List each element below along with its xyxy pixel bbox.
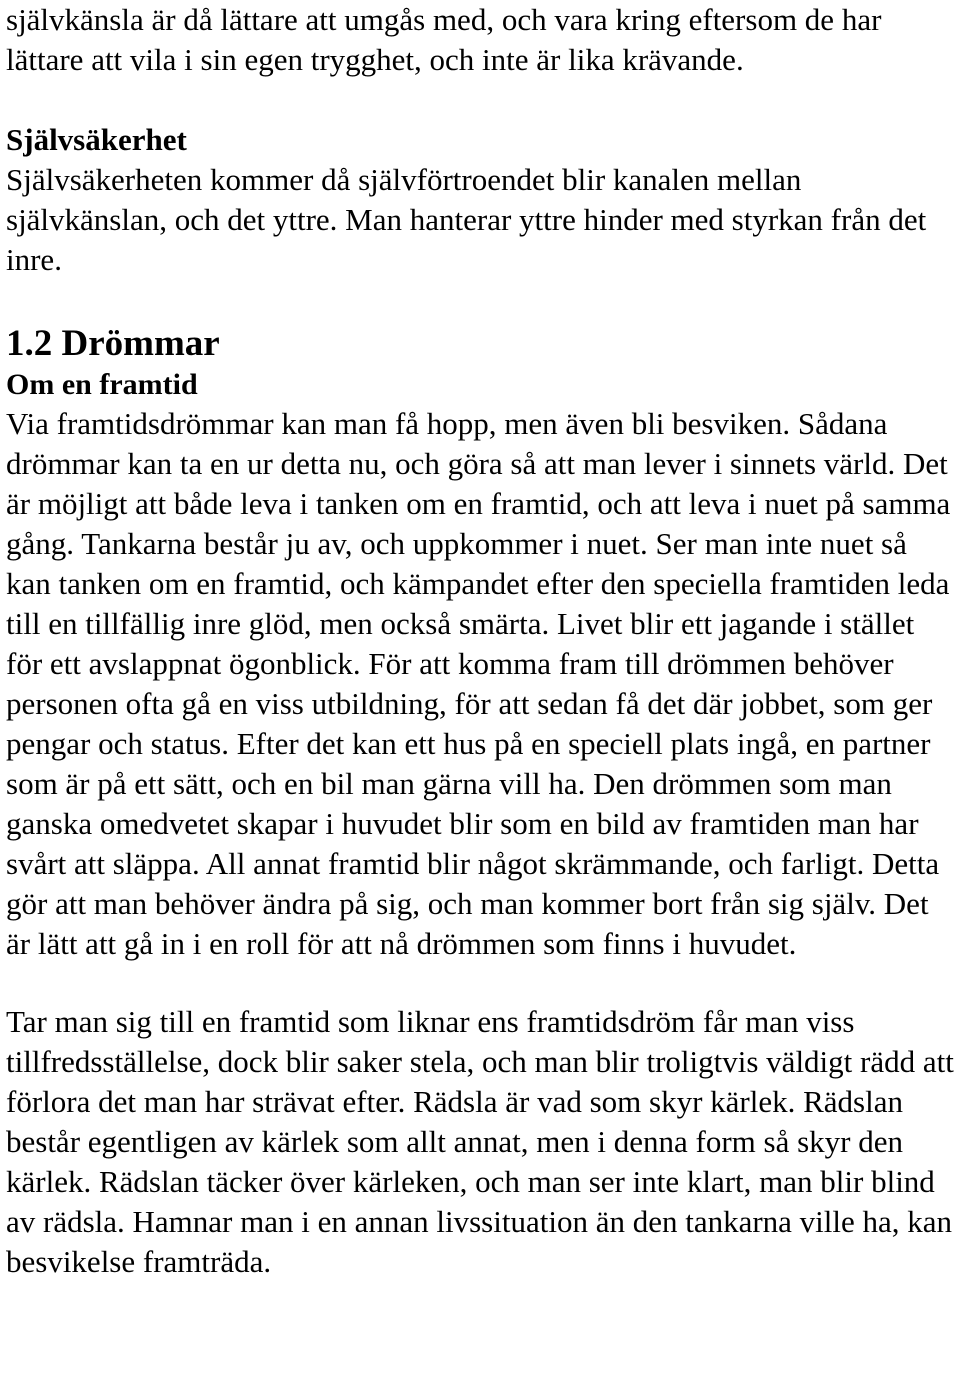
body-paragraph: Via framtidsdrömmar kan man få hopp, men även bli besviken. Sådana drömmar kan ta en ur detta nu, och göra så att man lever i sinnets värld. Det är möjligt att både leva i tanken om en framtid, och att leva i nuet på samma gång. Tankarna består ju av, och uppkommer i nuet. Ser man inte nuet så kan tanken om en framtid, och kämpandet efter den speciella framtiden leda till en tillfällig inre glöd, men också smärta. Livet blir ett jagande i stället för ett avslappnat ögonblick. För att komma fram till drömmen behöver personen ofta gå en viss utbildning, för att sedan få det där jobbet, som ger pengar och status. Efter det kan ett hus på en speciell plats ingå, en partner som är på ett sätt, och en bil man gärna vill ha. Den drömmen som man ganska omedvetet skapar i huvudet blir som en bild av framtiden man har svårt att släppa. All annat framtid blir något skrämmande, och farligt. Detta gör att man behöver ändra på sig, och man kommer bort från sig själv. Det är lätt att gå in i en roll för att nå drömmen som finns i huvudet. (6, 406, 951, 961)
spacer (6, 80, 956, 120)
section-title: 1.2 Drömmar (6, 323, 220, 364)
subsection-heading: Om en framtid (6, 368, 198, 401)
document-page (6, 0, 956, 1282)
spacer (6, 280, 956, 322)
intro-paragraph: självkänsla är då lättare att umgås med, och vara kring eftersom de har lättare att vila i sin egen trygghet, och inte är lika krävande. (6, 2, 882, 77)
spacer (6, 964, 956, 1002)
body-paragraph: Tar man sig till en framtid som liknar ens framtidsdröm får man viss tillfredsställelse, dock blir saker stela, och man blir troligtvis väldigt rädd att förlora det man har strävat efter. Rädsla är vad som skyr kärlek. Rädslan består egentligen av kärlek som allt annat, men i denna form så skyr den kärlek. Rädslan täcker över kärleken, och man ser inte klart, man blir blind av rädsla. Hamnar man i en annan livssituation än den tankarna ville ha, kan besvikelse framträda. (6, 1004, 954, 1279)
self-confidence-heading: Självsäkerhet (6, 122, 187, 157)
self-confidence-paragraph: Självsäkerheten kommer då självförtroendet blir kanalen mellan självkänslan, och det yttre. Man hanterar yttre hinder med styrkan från det inre. (6, 162, 927, 277)
